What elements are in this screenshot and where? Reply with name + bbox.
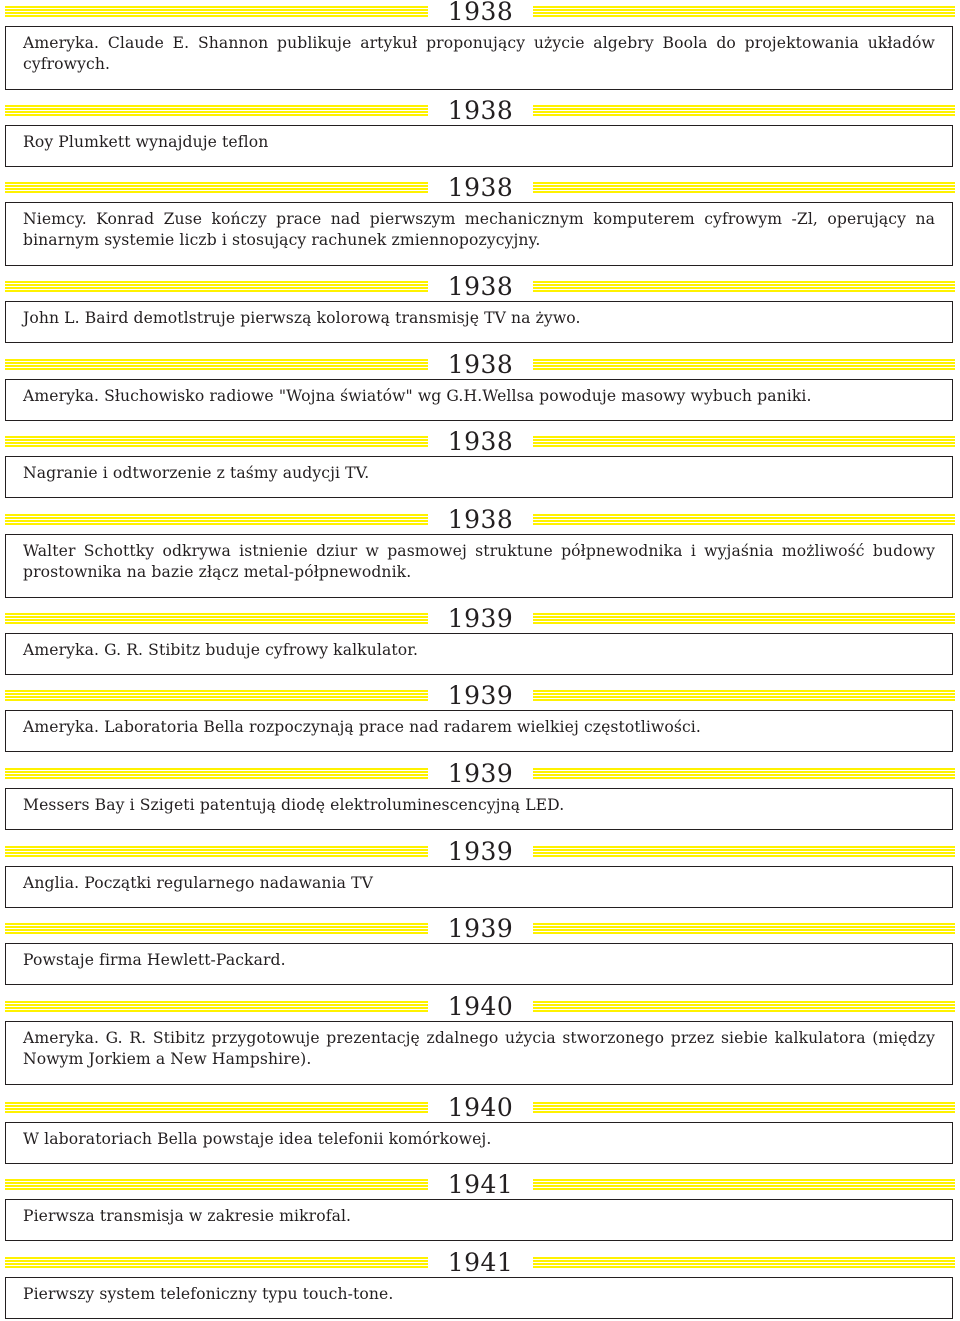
- yellow-stripe: [533, 105, 955, 117]
- yellow-stripe: [5, 1001, 428, 1013]
- yellow-stripe: [5, 1102, 428, 1114]
- event-year: 1941: [447, 1170, 514, 1199]
- event-year: 1938: [447, 350, 514, 379]
- yellow-stripe: [5, 281, 428, 293]
- event-year: 1939: [447, 604, 514, 633]
- yellow-stripe: [533, 1179, 955, 1191]
- event-year: 1940: [447, 992, 514, 1021]
- event-description: Ameryka. G. R. Stibitz przygotowuje prezentację zdalnego użycia stworzonego przez siebie kalkulatora (między Nowym Jorkiem a New Hampshire).: [5, 1021, 953, 1085]
- event-description: Powstaje firma Hewlett-Packard.: [5, 943, 953, 985]
- yellow-stripe: [533, 768, 955, 780]
- event-year: 1939: [447, 759, 514, 788]
- yellow-stripe: [5, 613, 428, 625]
- year-divider: [0, 992, 960, 1021]
- yellow-stripe: [5, 182, 428, 194]
- event-description: Nagranie i odtworzenie z taśmy audycji TV.: [5, 456, 953, 498]
- year-divider: [0, 1170, 960, 1199]
- yellow-stripe: [5, 359, 428, 371]
- event-year: 1939: [447, 837, 514, 866]
- yellow-stripe: [533, 690, 955, 702]
- event-description: John L. Baird demotlstruje pierwszą kolorową transmisję TV na żywo.: [5, 301, 953, 343]
- event-year: 1939: [447, 681, 514, 710]
- year-divider: [0, 173, 960, 202]
- year-divider: [0, 272, 960, 301]
- year-divider: [0, 96, 960, 125]
- yellow-stripe: [533, 1257, 955, 1269]
- yellow-stripe: [533, 6, 955, 18]
- yellow-stripe: [5, 6, 428, 18]
- year-divider: [0, 681, 960, 710]
- event-year: 1938: [447, 96, 514, 125]
- event-year: 1938: [447, 0, 514, 26]
- event-description: Roy Plumkett wynajduje teflon: [5, 125, 953, 167]
- yellow-stripe: [533, 1001, 955, 1013]
- yellow-stripe: [533, 846, 955, 858]
- yellow-stripe: [5, 105, 428, 117]
- event-description: Ameryka. Słuchowisko radiowe "Wojna światów" wg G.H.Wellsa powoduje masowy wybuch paniki.: [5, 379, 953, 421]
- year-divider: [0, 914, 960, 943]
- event-description: W laboratoriach Bella powstaje idea telefonii komórkowej.: [5, 1122, 953, 1164]
- yellow-stripe: [533, 436, 955, 448]
- yellow-stripe: [533, 359, 955, 371]
- yellow-stripe: [5, 846, 428, 858]
- event-description: Ameryka. Claude E. Shannon publikuje artykuł proponujący użycie algebry Boola do projektowania układów cyfrowych.: [5, 26, 953, 90]
- yellow-stripe: [5, 923, 428, 935]
- event-year: 1938: [447, 272, 514, 301]
- year-divider: [0, 837, 960, 866]
- event-description: Messers Bay i Szigeti patentują diodę elektroluminescencyjną LED.: [5, 788, 953, 830]
- yellow-stripe: [5, 768, 428, 780]
- event-year: 1939: [447, 914, 514, 943]
- yellow-stripe: [533, 923, 955, 935]
- yellow-stripe: [5, 690, 428, 702]
- year-divider: [0, 604, 960, 633]
- event-description: Pierwszy system telefoniczny typu touch-tone.: [5, 1277, 953, 1319]
- yellow-stripe: [5, 514, 428, 526]
- year-divider: [0, 0, 960, 26]
- event-description: Ameryka. G. R. Stibitz buduje cyfrowy kalkulator.: [5, 633, 953, 675]
- yellow-stripe: [533, 1102, 955, 1114]
- year-divider: [0, 1093, 960, 1122]
- event-year: 1941: [447, 1248, 514, 1277]
- event-year: 1938: [447, 505, 514, 534]
- year-divider: [0, 759, 960, 788]
- event-description: Anglia. Początki regularnego nadawania TV: [5, 866, 953, 908]
- event-description: Niemcy. Konrad Zuse kończy prace nad pierwszym mechanicznym komputerem cyfrowym -Zl, operujący na binarnym systemie liczb i stosujący rachunek zmiennopozycyjny.: [5, 202, 953, 266]
- event-description: Ameryka. Laboratoria Bella rozpoczynają prace nad radarem wielkiej częstotliwości.: [5, 710, 953, 752]
- yellow-stripe: [533, 514, 955, 526]
- event-year: 1940: [447, 1093, 514, 1122]
- year-divider: [0, 427, 960, 456]
- yellow-stripe: [533, 613, 955, 625]
- event-description: Walter Schottky odkrywa istnienie dziur w pasmowej struktune półpnewodnika i wyjaśnia możliwość budowy prostownika na bazie złącz metal-półpnewodnik.: [5, 534, 953, 598]
- event-description: Pierwsza transmisja w zakresie mikrofal.: [5, 1199, 953, 1241]
- yellow-stripe: [5, 1179, 428, 1191]
- yellow-stripe: [5, 1257, 428, 1269]
- event-year: 1938: [447, 427, 514, 456]
- yellow-stripe: [533, 182, 955, 194]
- year-divider: [0, 350, 960, 379]
- yellow-stripe: [533, 281, 955, 293]
- year-divider: [0, 505, 960, 534]
- event-year: 1938: [447, 173, 514, 202]
- yellow-stripe: [5, 436, 428, 448]
- year-divider: [0, 1248, 960, 1277]
